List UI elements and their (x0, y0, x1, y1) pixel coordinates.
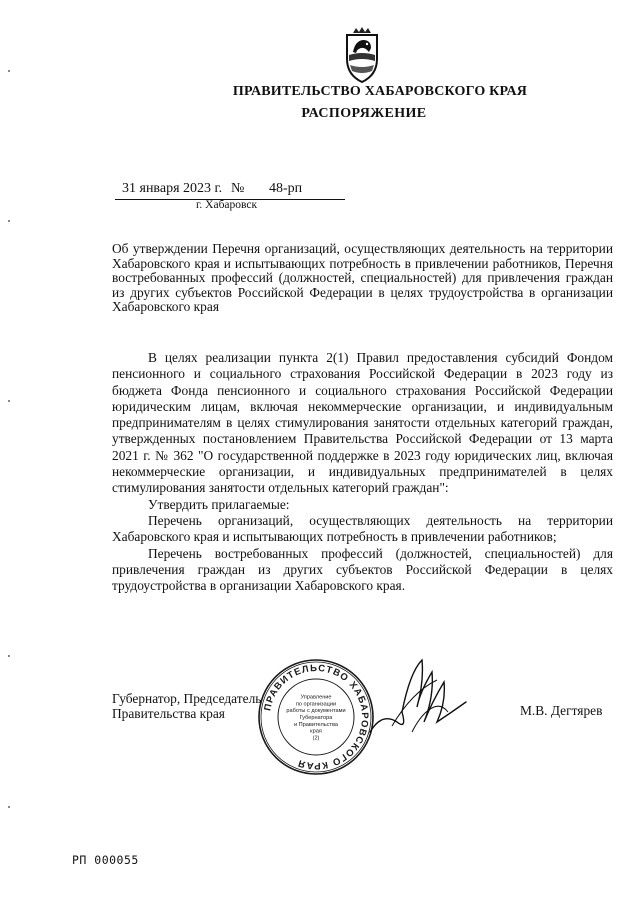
scan-mark (8, 655, 10, 657)
document-city: г. Хабаровск (196, 199, 258, 211)
scan-mark (8, 400, 10, 402)
document-code: РП 000055 (72, 853, 139, 867)
coat-of-arms-emblem (337, 25, 387, 85)
stamp-center-line: и Правительства (294, 721, 338, 728)
body-item-1: Перечень организаций, осуществляющих деятельность на территории Хабаровского края и испытывающих потребность в привлечении работников; (112, 512, 613, 545)
document-body (112, 350, 613, 594)
scan-mark (8, 806, 10, 808)
stamp-center-line: по организации (295, 701, 337, 708)
signatory-position (112, 692, 261, 721)
signatory-name: М.В. Дегтярев (520, 703, 603, 718)
scan-mark (8, 70, 10, 72)
stamp-ring-text: ПРАВИТЕЛЬСТВО ХАБАРОВСКОГО КРАЯ (262, 662, 371, 772)
document-type-title: РАСПОРЯЖЕНИЕ (301, 106, 427, 121)
document-subject: Об утверждении Перечня организаций, осуществляющих деятельность на территории Хабаровского края и испытывающих потребность в привлечении работников, Перечня востребованных профессий (должностей, специальностей) для привлечения граждан из других субъектов Российской Федерации в целях трудоустройства в организации Хабаровского края (112, 241, 613, 314)
body-approve-paragraph: Утвердить прилагаемые: (148, 496, 290, 512)
stamp-center-text (286, 695, 345, 742)
document-number: 48-рп (269, 181, 303, 196)
government-title: ПРАВИТЕЛЬСТВО ХАБАРОВСКОГО КРАЯ (232, 84, 528, 99)
stamp-center-line: Губернатора (299, 715, 333, 721)
stamp-center-line: края (310, 728, 322, 735)
number-sign: № (231, 181, 245, 196)
handwritten-signature (362, 652, 472, 744)
signatory-position-line-1: Губернатор, Председатель (112, 691, 262, 706)
body-item-2: Перечень востребованных профессий (должностей, специальностей) для привлечения граждан из других субъектов Российской Федерации в целях трудоустройства в организации Хабаровского края. (112, 545, 613, 594)
body-intro-paragraph: В целях реализации пункта 2(1) Правил предоставления субсидий Фондом пенсионного и социального страхования Российской Федерации в 2023 году из бюджета Фонда пенсионного и социального страхования Российской Федерации юридическим лицам, включая некоммерческие организации, и индивидуальным предпринимателям в целях стимулирования занятости отдельных категорий граждан, утвержденных постановлением Правительства Российской Федерации от 13 марта 2021 г. № 362 "О государственной поддержке в 2023 году юридических лиц, включая некоммерческие организации, и индивидуальных предпринимателей в целях стимулирования занятости отдельных категорий граждан": (112, 350, 613, 496)
stamp-center-line: Управление (300, 694, 332, 701)
scan-mark (8, 220, 10, 222)
stamp-center-line: (2) (312, 735, 320, 742)
date-number-line (115, 181, 345, 200)
official-stamp (257, 658, 375, 776)
signatory-position-line-2: Правительства края (112, 705, 225, 721)
document-date: 31 января 2023 г. (122, 181, 223, 196)
stamp-center-line: работы с документами (286, 708, 346, 715)
